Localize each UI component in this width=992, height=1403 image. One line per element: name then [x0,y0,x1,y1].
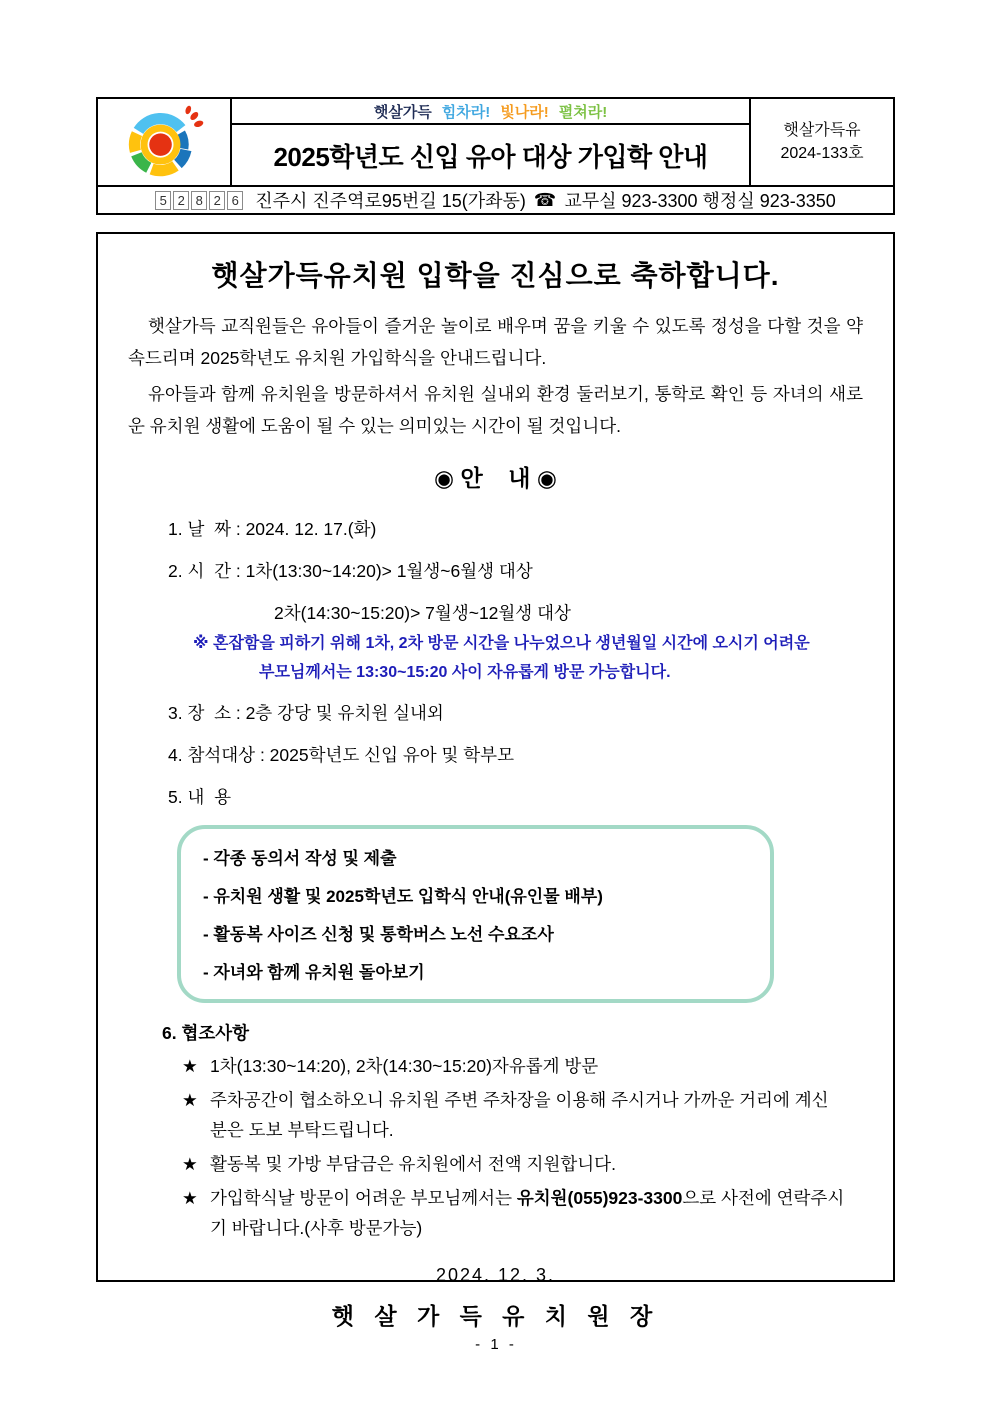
page-number: - 1 - [475,1336,517,1353]
header-top-row [98,99,893,185]
contact-pre: 가입학식날 방문이 어려운 부모님께서는 [210,1188,517,1208]
cooperation-text: 활동복 및 가방 부담금은 유치원에서 전액 지원합니다. [210,1154,616,1174]
address-text: 진주시 진주역로95번길 15(가좌동) [255,191,526,211]
doc-number-value: 2024-133호 [780,145,864,162]
box-item: - 활동복 사이즈 신청 및 통학버스 노선 수요조사 [203,925,554,944]
intro-paragraph-1: 햇살가득 교직원들은 유아들이 즐거운 놀이로 배우며 꿈을 키울 수 있도록 정성을 다할 것을 약속드리며 2025학년도 유치원 가입학식을 안내드립니다. [128,316,863,368]
header-middle-cell [232,99,749,185]
info-contents: 5. 내 용 [168,787,231,807]
header-table [96,97,895,215]
cooperation-heading: 6. 협조사항 [162,1023,250,1043]
header-slogan [232,99,749,125]
phone-numbers: 교무실 923-3300 행정실 923-3350 [564,191,836,211]
intro-paragraph-2: 유아들과 함께 유치원을 방문하셔서 유치원 실내외 환경 둘러보기, 통학로 확인 등 자녀의 새로운 유치원 생활에 도움이 될 수 있는 의미있는 시간이 될 것입니다. [128,384,863,436]
slogan-word-3: 펼쳐라! [558,103,608,121]
cooperation-item [182,1051,863,1081]
cooperation-text: 주차공간이 협소하오니 유치원 주변 주차장을 이용해 주시거나 가까운 거리에 계신 분은 도보 부탁드립니다. [210,1090,829,1140]
info-time: 2. 시 간 : 1차(13:30~14:20)> 1월생~6월생 대상 [168,561,533,581]
postal-digit: 8 [191,191,207,210]
postal-digit: 2 [209,191,225,210]
signature-principal: 햇 살 가 득 유 치 원 장 [331,1303,660,1329]
star-bullet-icon: ★ [182,1090,198,1110]
box-item: - 자녀와 함께 유치원 돌아보기 [203,963,425,982]
issue-date: 2024. 12. 3. [435,1265,556,1285]
cooperation-item [182,1149,863,1179]
cooperation-text [210,1183,850,1243]
postal-digit: 6 [227,191,243,210]
cooperation-item [182,1183,863,1243]
postal-digit: 5 [155,191,171,210]
star-bullet-icon: ★ [182,1056,198,1076]
info-attendees: 4. 참석대상 : 2025학년도 신입 유아 및 학부모 [168,745,514,765]
slogan-word-2: 빛나라! [500,103,549,121]
notice-body [96,232,895,1329]
box-item: - 각종 동의서 작성 및 제출 [203,849,397,868]
cooperation-text: 1차(13:30~14:20), 2차(14:30~15:20)자유롭게 방문 [210,1056,599,1076]
doc-number-org: 햇살가득유 [783,121,861,139]
notice-title: 햇살가득유치원 입학을 진심으로 축하합니다. [211,260,780,291]
header-title: 2025학년도 신입 유아 대상 가입학 안내 [273,141,708,172]
contents-round-box [177,825,774,1003]
note-line-2: 부모님께서는 13:30~15:20 사이 자유롭게 방문 가능합니다. [259,664,671,681]
doc-number-box [749,99,893,185]
logo-cell [98,99,232,185]
kindergarten-sun-logo [118,103,210,181]
header-address-row [98,185,893,213]
star-bullet-icon: ★ [182,1188,198,1208]
guide-section-heading: ◉ 안 내 ◉ [434,465,557,491]
phone-icon: ☎ [533,189,557,210]
star-bullet-icon: ★ [182,1154,198,1174]
info-date: 1. 날 짜 : 2024. 12. 17.(화) [168,519,377,539]
info-place: 3. 장 소 : 2층 강당 및 유치원 실내외 [168,703,444,723]
info-time-second: 2차(14:30~15:20)> 7월생~12월생 대상 [274,603,571,623]
note-line-1: ※ 혼잡함을 피하기 위해 1차, 2차 방문 시간을 나누었으나 생년월일 시간에 오시기 어려운 [193,635,810,652]
slogan-word-1: 힘차라! [441,103,491,121]
contact-phone: 유치원(055)923-3300 [516,1188,683,1208]
cooperation-item [182,1085,863,1145]
contact-post: 으로 사전에 연락주시기 바랍니다.(사후 방문가능) [210,1188,845,1238]
slogan-brand: 햇살가득 [373,103,432,121]
postal-code-boxes [155,191,243,210]
postal-digit: 2 [173,191,189,210]
box-item: - 유치원 생활 및 2025학년도 입학식 안내(유인물 배부) [203,887,603,906]
